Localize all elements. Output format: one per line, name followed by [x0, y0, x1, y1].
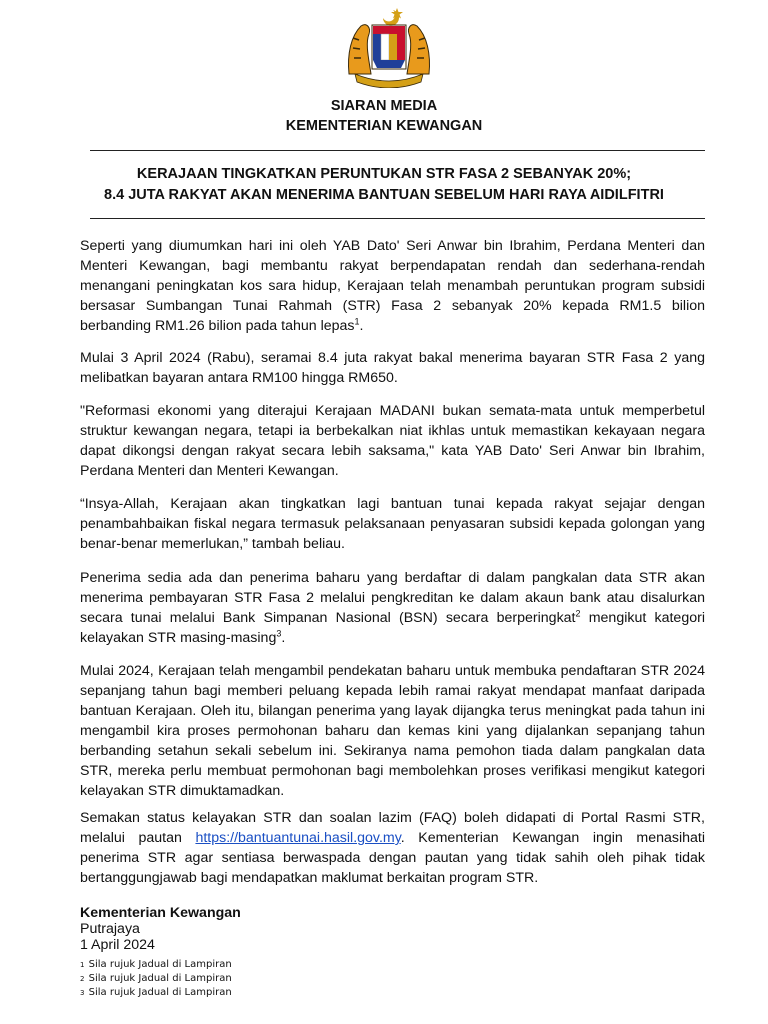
signature-date: 1 April 2024 — [80, 937, 155, 953]
bottom-divider — [90, 218, 705, 219]
footnote-text: Sila rujuk Jadual di Lampiran — [88, 987, 232, 998]
paragraph-1 — [80, 236, 705, 336]
footnotes — [80, 958, 232, 1000]
signature-org: Kementerian Kewangan — [80, 905, 241, 921]
footnote-ref-1: 1 — [354, 316, 360, 327]
footnote-text: Sila rujuk Jadual di Lampiran — [88, 973, 232, 984]
paragraph-7-text-b: . Kementerian Kewangan ingin menasihati penerima STR agar sentiasa berwaspada dengan pautan yang tidak sahih oleh pihak tidak bertanggungjawab bagi mendapatkan maklumat berkaitan program STR. — [80, 830, 705, 886]
paragraph-7-text-a: Semakan status kelayakan STR dan soalan lazim (FAQ) boleh didapati di Portal Rasmi STR, melalui pautan — [80, 810, 705, 846]
paragraph-1-end: . — [359, 318, 364, 334]
coat-of-arms-logo — [345, 4, 433, 88]
footnote-item — [80, 986, 232, 1000]
paragraph-6: Mulai 2024, Kerajaan telah mengambil pendekatan baharu untuk membuka pendaftaran STR 2024 sepanjang tahun bagi memberi peluang kepada lebih ramai rakyat mendapat manfaat daripada bantuan Kerajaan. Oleh itu, bilangan penerima yang layak dijangka terus meningkat pada tahun ini mengambil kira proses permohonan baharu dan kemas kini yang dijalankan sepanjang tahun berbanding setahun sekali sebelum ini. Sekiranya nama pemohon tiada dalam pangkalan data STR, mereka perlu membuat permohonan bagi membolehkan proses verifikasi mengikut kategori kelayakan STR dimuktamadkan. — [80, 663, 705, 799]
headline — [60, 164, 708, 206]
str-portal-link[interactable]: https://bantuantunai.hasil.gov.my — [195, 830, 401, 846]
signature-place: Putrajaya — [80, 921, 140, 937]
press-release-header — [0, 96, 768, 136]
paragraph-5-text-a: Penerima sedia ada dan penerima baharu yang berdaftar di dalam pangkalan data STR akan menerima pembayaran STR Fasa 2 melalui pengkreditan ke dalam akaun bank atau disalurkan secara tunai melalui Bank Simpanan Nasional (BSN) secara berperingkat — [80, 570, 705, 626]
headline-line-2: 8.4 JUTA RAKYAT AKAN MENERIMA BANTUAN SEBELUM HARI RAYA AIDILFITRI — [104, 187, 664, 203]
paragraph-5-text-b: mengikut kategori kelayakan STR masing-masing — [80, 610, 705, 646]
header-line-1: SIARAN MEDIA — [330, 98, 438, 114]
footnote-item — [80, 972, 232, 986]
headline-line-1: KERAJAAN TINGKATKAN PERUNTUKAN STR FASA 2 SEBANYAK 20%; — [136, 166, 632, 182]
top-divider — [90, 150, 705, 151]
paragraph-2: Mulai 3 April 2024 (Rabu), seramai 8.4 juta rakyat bakal menerima bayaran STR Fasa 2 yang melibatkan bayaran antara RM100 hingga RM650. — [80, 350, 705, 386]
paragraph-7 — [80, 808, 705, 888]
footnote-ref-3: 3 — [276, 628, 282, 639]
paragraph-3: "Reformasi ekonomi yang diterajui Kerajaan MADANI bukan semata-mata untuk memperbetul struktur kewangan negara, tetapi ia berbekalkan niat ikhlas untuk memastikan kekayaan negara dapat dikongsi dengan rakyat secara lebih saksama," kata YAB Dato' Seri Anwar bin Ibrahim, Perdana Menteri dan Menteri Kewangan. — [80, 403, 705, 479]
footnote-ref-2: 2 — [575, 608, 581, 619]
paragraph-4: “Insya-Allah, Kerajaan akan tingkatkan lagi bantuan tunai kepada rakyat sejajar dengan penambahbaikan fiskal negara termasuk pelaksanaan penyasaran subsidi kepada golongan yang benar-benar memerlukan,” tambah beliau. — [80, 496, 705, 552]
footnote-number: 3 — [80, 989, 85, 997]
paragraph-5-end: . — [281, 630, 286, 646]
signature-block — [80, 905, 241, 953]
footnote-number: 1 — [80, 961, 85, 969]
paragraph-5 — [80, 568, 705, 648]
footnote-text: Sila rujuk Jadual di Lampiran — [88, 959, 232, 970]
header-line-2: KEMENTERIAN KEWANGAN — [285, 118, 483, 134]
paragraph-1-text: Seperti yang diumumkan hari ini oleh YAB Dato' Seri Anwar bin Ibrahim, Perdana Menteri dan Menteri Kewangan, bagi membantu rakyat berpendapatan rendah dan sederhana-rendah menangani peningkatan kos sara hidup, Kerajaan telah menambah peruntukan program subsidi bersasar Sumbangan Tunai Rahmah (STR) Fasa 2 sebanyak 20% kepada RM1.5 bilion berbanding RM1.26 bilion pada tahun lepas — [80, 238, 705, 334]
footnote-number: 2 — [80, 975, 85, 983]
footnote-item — [80, 958, 232, 972]
